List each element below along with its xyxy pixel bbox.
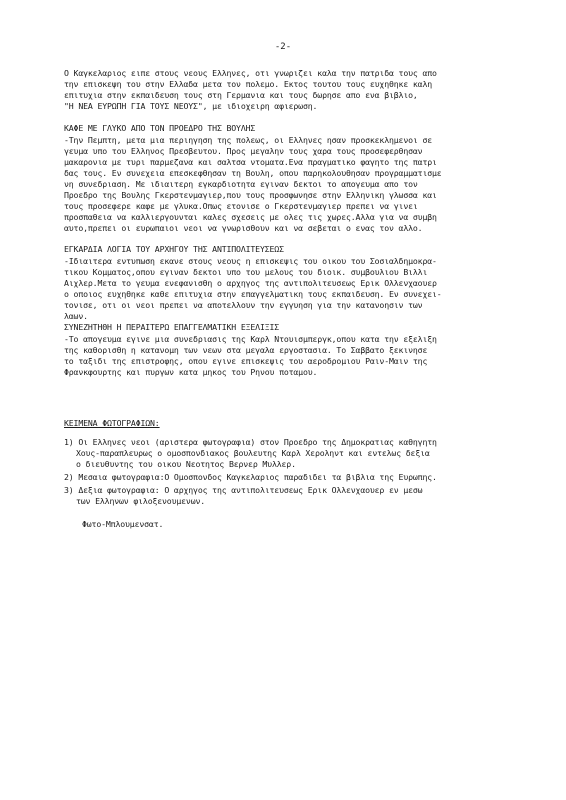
section-line: μακαρονια με τυρι παρμεζανα και σαλτσα ντοματα.Ενα πραγματικο φαγητο της πατρι xyxy=(64,157,437,167)
section-heading-career: ΣΥΝΕΖΗΤΗΘΗ Η ΠΕΡΑΙΤΕΡΩ ΕΠΑΓΓΕΛΜΑΤΙΚΗ ΕΞΕΛΙΞΙΣ xyxy=(64,322,280,332)
section-line: Αιχλερ.Μετα το γευμα ενεφανισθη ο αρχηγος της αντιπολιτευσεως Ερικ Ολλενχαουερ xyxy=(64,278,437,288)
section-line: το ταξιδι της επιστροφης, οπου εγινε επισκεψις του αεροδρομιου Ραιν-Μαιν της xyxy=(64,356,428,366)
section-line: προσπαθεια να καλλιεργουνται καλες σχεσεις με ολες τις χωρες.Αλλα για να συμβη xyxy=(64,212,437,222)
intro-line: την επισκεψη του στην Ελλαδα μετα τον πολεμο. Εκτος τουτου τους ευχηθηκε καλη xyxy=(64,79,433,89)
intro-line: Ο Καγκελαριος ειπε στους νεους Ελληνες, οτι γνωριζει καλα την πατριδα τους απο xyxy=(64,68,437,78)
intro-line: επιτυχια στην εκπαιδευση τους στη Γερμανια και τους δωρησε απο ενα βιβλιο, xyxy=(64,90,418,100)
section-line: Προεδρο της Βουλης Γκερστενμαγιερ,που τους προσφωνησε στην Ελληνικη γλωσσα και xyxy=(64,190,437,200)
section-line: -Το απογευμα εγινε μια συνεδριασις της Καρλ Ντουισμπεργκ,οπου κατα την εξελιξη xyxy=(64,334,437,344)
section-heading-opposition: ΕΓΚΑΡΔΙΑ ΛΟΓΙΑ ΤΟΥ ΑΡΧΗΓΟΥ ΤΗΣ ΑΝΤΙΠΟΛΙΤΕΥΣΕΩΣ xyxy=(64,244,284,254)
caption-line: των Ελληνων φιλοξενουμενων. xyxy=(76,496,206,506)
section-line: τονισε, οτι οι νεοι πρεπει να αποτελλουν την εγγυηση για την κατανοησιν των xyxy=(64,300,423,310)
section-line: τικου Κομματος,οπου εγιναν δεκτοι υπο του μελους του διοικ. συμβουλιου Βιλλι xyxy=(64,267,428,277)
intro-line: "Η ΝΕΑ ΕΥΡΩΠΗ ΓΙΑ ΤΟΥΣ ΝΕΟΥΣ", με ιδιοχειρη αφιερωση. xyxy=(64,101,318,111)
captions-heading: ΚΕΙΜΕΝΑ ΦΩΤΟΓΡΑΦΙΩΝ: xyxy=(64,418,160,428)
caption-line: 2) Μεσαια φωτογραφια:Ο Ομοσπονδος Καγκελαριος παραδιδει τα βιβλια της Ευρωπης. xyxy=(64,472,437,482)
section-line: ο οποιος ευχηθηκε καθε επιτυχια στην επαγγελματικη τους εκπαιδευση. Εν συνεχει- xyxy=(64,289,442,299)
section-line: γευμα υπο του Ελληνος Πρεσβευτου. Προς μεγαλην τους χαρα τους προσεφερθησαν xyxy=(64,146,423,156)
section-line: δας τους. Εν συνεχεια επεσκεφθησαν τη Βουλη, οπου παρηκολουθησαν προγραμματισμε xyxy=(64,168,442,178)
section-line: Φρανκφουρτης και πυργων κατα μηκος του Ρηνου ποταμου. xyxy=(64,367,318,377)
section-heading-coffee: ΚΑΦΕ ΜΕ ΓΛΥΚΟ ΑΠΟ ΤΟΝ ΠΡΟΕΔΡΟ ΤΗΣ ΒΟΥΛΗΣ xyxy=(64,123,256,133)
section-line: της καθορισθη η κατανομη των νεων στα μεγαλα εργοστασια. Το Σαββατο ξεκινησε xyxy=(64,345,428,355)
photo-credit: Φωτο-Μπλουμενσατ. xyxy=(82,519,164,529)
caption-line: 3) Δεξια φωτογραφια: Ο αρχηγος της αντιπολιτευσεως Ερικ Ολλενχαουερ εν μεσω xyxy=(64,485,423,495)
caption-line: 1) Οι Ελληνες νεοι (αριστερα φωτογραφια) στον Προεδρο της Δημοκρατιας καθηγητη xyxy=(64,437,437,447)
section-line: νη συνεδριαση. Με ιδιαιτερη εγκαρδιοτητα εγιναν δεκτοι το απογευμα απο τον xyxy=(64,179,418,189)
section-line: αυτο,πρεπει οι ευρωπαιοι νεοι να γνωρισθουν και να σεβεται ο ενας τον αλλο. xyxy=(64,223,423,233)
caption-line: ο διευθυντης του οικου Νεοτητος Βερνερ Μυλλερ. xyxy=(76,459,296,469)
caption-line: Χους-παραπλευρως ο ομοσπονδιακος βουλευτης Καρλ Χεροληντ και εντελως δεξια xyxy=(76,448,430,458)
page-number: -2- xyxy=(274,42,292,52)
section-line: τους προσεφερε καφε με γλυκα.Οπως ετονισε ο Γκερστενμαγιερ πρεπει να γινει xyxy=(64,201,418,211)
section-line: -Ιδιαιτερα εντυπωση εκανε στους νεους η επισκεψις του οικου του Σοσιαλδημοκρα- xyxy=(64,256,437,266)
section-line: λαων. xyxy=(64,311,88,321)
section-line: -Την Πεμπτη, μετα μια περιηγηση της πολεως, οι Ελληνες ησαν προσκεκλημενοι σε xyxy=(64,135,433,145)
